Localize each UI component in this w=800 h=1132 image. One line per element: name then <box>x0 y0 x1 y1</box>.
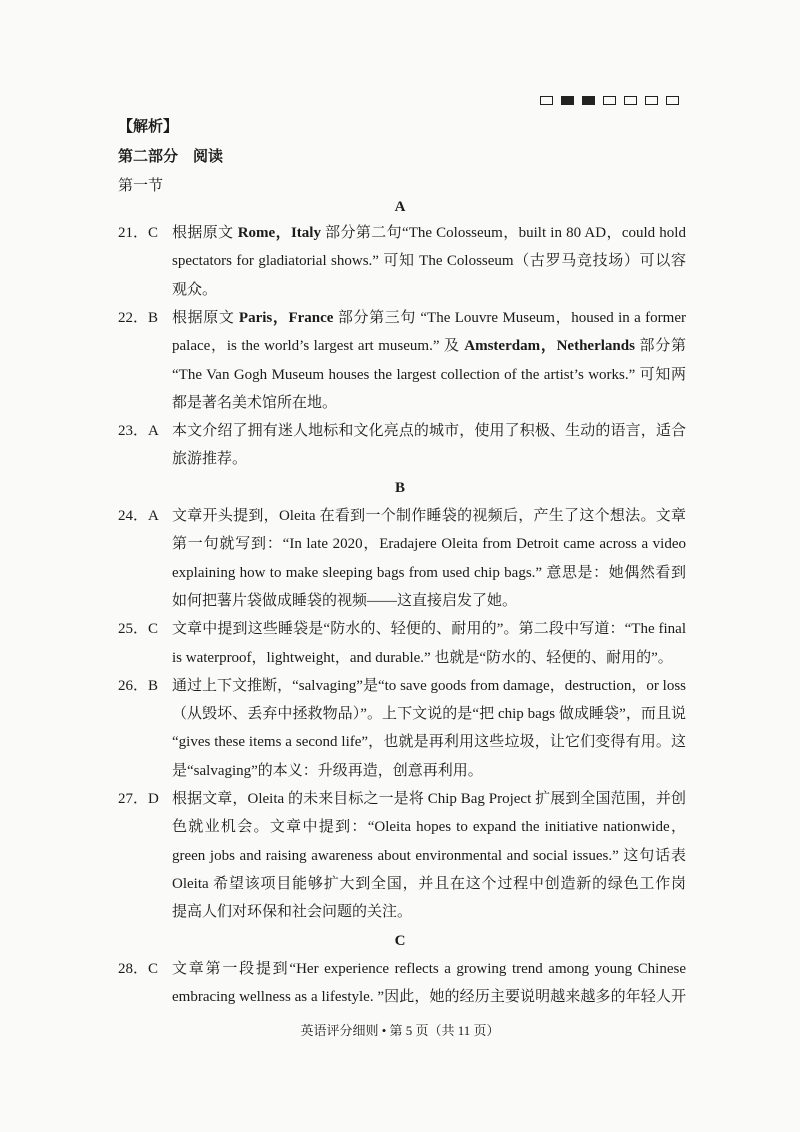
text-segment: embracing wellness as a lifestyle. ”因此，她的经历主要说明越来越多的年轻人开 <box>172 989 686 1006</box>
answer-number: 26．B <box>118 677 159 694</box>
explanation-line <box>172 732 686 752</box>
page-indicator <box>540 96 679 105</box>
answer-number: 28．C <box>118 960 159 977</box>
explanation-line <box>172 393 686 413</box>
explanation-line <box>172 676 686 696</box>
bold-term: Paris，France <box>238 309 334 326</box>
passage-label-c: C <box>394 932 406 949</box>
bold-term: Rome，Italy <box>237 225 321 241</box>
empty-square-icon <box>666 96 679 105</box>
explanation-line <box>172 902 686 922</box>
text-segment: 文章第一段提到“Her experience reflects a growing trend among young Chinese <box>172 960 686 977</box>
page-footer: 英语评分细则 • 第 5 页（共 11 页） <box>300 1023 500 1038</box>
explanation-line <box>172 591 686 611</box>
explanation-line <box>172 251 686 271</box>
empty-square-icon <box>540 96 553 105</box>
answer-number: 27．D <box>118 791 159 807</box>
text-segment: “The Van Gogh Museum houses the largest collection of the artist’s works.” 可知两 <box>172 366 686 383</box>
explanation-line <box>172 987 686 1007</box>
text-segment: 文章开头提到，Oleita 在看到一个制作睡袋的视频后，产生了这个想法。文章 <box>172 508 686 524</box>
text-segment: 部分第二句“The Colosseum，built in 80 AD，could hold <box>325 225 686 241</box>
explanation-line <box>172 223 686 243</box>
text-segment: 部分第三句 “The Louvre Museum，housed in a former <box>337 309 686 326</box>
answer-number: 23．A <box>118 423 159 440</box>
explanation-line <box>172 308 686 328</box>
explanation-line <box>172 817 686 837</box>
text-segment: 根据文章，Oleita 的未来目标之一是将 Chip Bag Project 扩展到全国范围，并创 <box>172 791 686 807</box>
text-segment: 如何把薯片袋做成睡袋的视频——这直接启发了她。 <box>172 592 518 609</box>
explanation-line <box>172 959 686 979</box>
bold-term: Amsterdam，Netherlands <box>464 338 635 355</box>
part-heading: 第二部分 阅读 <box>118 149 224 165</box>
answer-number: 25．C <box>118 621 159 638</box>
empty-square-icon <box>624 96 637 105</box>
text-segment: 第一句就写到：“In late 2020，Eradajere Oleita from Detroit came across a video <box>172 536 686 553</box>
explanation-line <box>172 421 686 441</box>
explanation-line <box>172 365 686 385</box>
text-segment: 根据原文 <box>172 309 239 326</box>
explanation-line <box>172 280 686 300</box>
text-segment: “gives these items a second life”，也就是再利用这些垃圾，让它们变得有用。这 <box>172 734 686 751</box>
text-segment: spectators for gladiatorial shows.” 可知 The Colosseum（古罗马竞技场）可以容 <box>172 253 686 270</box>
text-segment: 都是著名美术馆所在地。 <box>172 394 338 411</box>
explanation-line <box>172 336 686 356</box>
text-segment: 色就业机会。文章中提到：“Oleita hopes to expand the initiative nationwide， <box>172 819 686 836</box>
answer-number: 21．C <box>118 225 159 241</box>
text-segment: 提高人们对环保和社会问题的关注。 <box>172 904 413 921</box>
explanation-line <box>172 506 686 526</box>
filled-square-icon <box>582 96 595 105</box>
explanation-line <box>172 534 686 554</box>
text-segment: 是“salvaging”的本义：升级再造，创意再利用。 <box>172 762 483 779</box>
explanation-line <box>172 846 686 866</box>
explanation-line <box>172 789 686 809</box>
explanation-line <box>172 449 686 469</box>
text-segment: 部分第 <box>639 338 686 355</box>
text-segment: 根据原文 <box>172 225 238 241</box>
text-segment: green jobs and raising awareness about environmental and social issues.” 这句话表 <box>172 847 686 864</box>
section-heading: 第一节 <box>118 178 164 194</box>
explanation-line <box>172 648 686 668</box>
explanation-line <box>172 619 686 639</box>
text-segment: 通过上下文推断，“salvaging”是“to save goods from damage，destruction，or loss <box>172 677 686 694</box>
text-segment: explaining how to make sleeping bags from used chip bags.” 意思是：她偶然看到 <box>172 564 686 581</box>
explanation-line <box>172 563 686 583</box>
text-segment: is waterproof，lightweight，and durable.” 也就是“防水的、轻便的、耐用的”。 <box>172 649 673 666</box>
text-segment: （从毁坏、丢弃中拯救物品）”。上下文说的是“把 chip bags 做成睡袋”，而且说 <box>172 706 686 723</box>
explanation-line <box>172 874 686 894</box>
filled-square-icon <box>561 96 574 105</box>
passage-label-a: A <box>394 199 406 215</box>
answer-number: 22．B <box>118 309 159 326</box>
empty-square-icon <box>645 96 658 105</box>
text-segment: 本文介绍了拥有迷人地标和文化亮点的城市，使用了积极、生动的语言，适合 <box>172 423 686 440</box>
empty-square-icon <box>603 96 616 105</box>
analysis-heading: 【解析】 <box>118 119 179 135</box>
explanation-line <box>172 761 686 781</box>
text-segment: palace，is the world’s largest art museum.” 及 <box>172 338 465 355</box>
text-segment: 旅游推荐。 <box>172 451 248 468</box>
answer-number: 24．A <box>118 508 159 524</box>
explanation-line <box>172 704 686 724</box>
text-segment: 观众。 <box>172 281 218 298</box>
passage-label-b: B <box>394 479 405 496</box>
text-segment: Oleita 希望该项目能够扩大到全国，并且在这个过程中创造新的绿色工作岗 <box>172 875 686 892</box>
text-segment: 文章中提到这些睡袋是“防水的、轻便的、耐用的”。第二段中写道：“The final <box>172 621 686 638</box>
